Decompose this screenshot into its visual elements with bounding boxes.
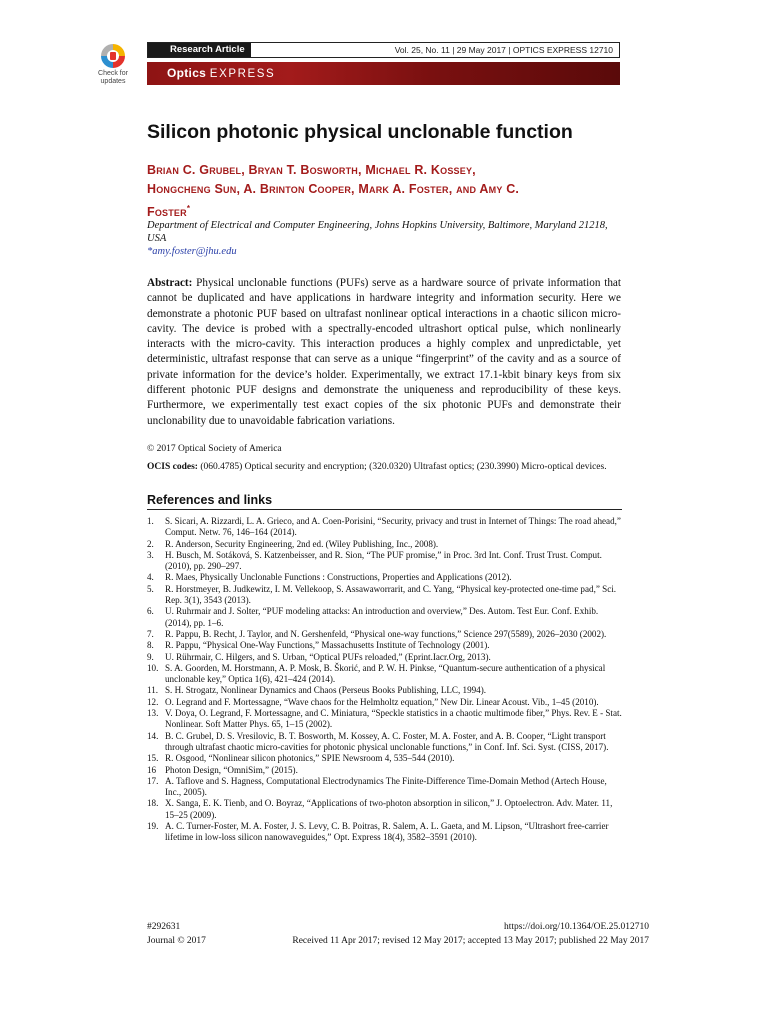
reference-text: V. Doya, O. Legrand, F. Mortessagne, and C. Miniatura, “Speckle statistics in a chaotic multimode fiber,” Phys. Rev. E - Stat. Nonlinear. Soft Matter Phys. 65, 1–15 (2002). <box>165 708 622 730</box>
reference-item <box>147 516 622 539</box>
abstract-text: Physical unclonable functions (PUFs) serve as a hardware source of private information that cannot be duplicated and have applications in hardware integrity and information security. Here we demonstrate a photonic PUF based on ultrafast nonlinear optical interactions in a chaotic silicon micro-cavity. The device is probed with a spectrally-encoded ultrashort optical pulse, which nonlinearly interacts with the micro-cavity. This interaction produces a highly complex and unpredictable, yet deterministic, ultrafast response that can serve as a unique “fingerprint” of the cavity and as a source of private information for the device’s holder. Experimentally, we extract 17.1-kbit binary keys from six different photonic PUF designs and demonstrate the uniqueness and reproducibility of these keys. Furthermore, we experimentally test exact copies of the six photonic PUFs and demonstrate their unclonability due to unavoidable fabrication variations. <box>147 277 622 427</box>
affiliation: Department of Electrical and Computer Engineering, Johns Hopkins University, Baltimore, Maryland 21218, USA <box>147 220 608 244</box>
reference-item <box>147 697 622 708</box>
copyright: © 2017 Optical Society of America <box>147 444 282 454</box>
corresponding-mark: * <box>186 204 191 213</box>
reference-list <box>147 516 622 844</box>
reference-text: X. Sanga, E. K. Tienb, and O. Boyraz, “Applications of two-photon absorption in silicon,” J. Optoelectron. Adv. Mater. 11, 15–25 (2009). <box>165 798 613 820</box>
author-line: Foster* <box>147 204 191 220</box>
divider <box>147 509 622 510</box>
reference-text: S. A. Goorden, M. Horstmann, A. P. Mosk, B. Škorić, and P. W. H. Pinkse, “Quantum-secure authentication of a physical unclonable key,” Optica 1(6), 421–424 (2014). <box>165 662 606 685</box>
reference-item <box>147 776 622 799</box>
reference-item <box>147 765 622 776</box>
reference-text: A. Taflove and S. Hagness, Computational Electrodynamics The Finite-Difference Time-Domain Method (Artech House, Inc., 2005). <box>165 775 607 798</box>
reference-number: 7. <box>147 628 154 639</box>
journal-prefix: Optics <box>167 66 207 80</box>
reference-number: 18. <box>147 798 159 809</box>
reference-item <box>147 821 622 844</box>
reference-text: U. Ruhrmair and J. Solter, “PUF modeling attacks: An introduction and overview,” Des. Autom. Test Eur. Conf. Exhib. (2014), pp. 1–6. <box>165 606 599 628</box>
manuscript-id: #292631 <box>147 922 181 932</box>
reference-number: 13. <box>147 708 159 719</box>
author-line: Brian C. Grubel, Bryan T. Bosworth, Michael R. Kossey, <box>147 163 476 177</box>
reference-item <box>147 584 622 607</box>
reference-text: B. C. Grubel, D. S. Vresilovic, B. T. Bosworth, M. Kossey, A. C. Foster, M. A. Foster, and A. B. Cooper, “Light transport through ultrafast chaotic micro-cavities for photonic physical unclonable functions,” in Conf. Inf. Sci. Syst. (CISS, 2017). <box>165 730 609 752</box>
reference-text: H. Busch, M. Sotáková, S. Katzenbeisser, and R. Sion, “The PUF promise,” in Proc. 3rd Int. Conf. Trust Trust. Comput. (2010), pp. 290–297. <box>165 549 602 572</box>
reference-number: 5. <box>147 583 154 594</box>
reference-item <box>147 539 622 550</box>
reference-text: U. Rührmair, C. Hilgers, and S. Urban, “Optical PUFs reloaded,” (Eprint.Iacr.Org, 2013). <box>165 651 491 662</box>
reference-number: 3. <box>147 549 154 560</box>
reference-item <box>147 685 622 696</box>
reference-number: 19. <box>147 821 159 832</box>
reference-number: 14. <box>147 730 159 741</box>
reference-item <box>147 652 622 663</box>
author-line: Hongcheng Sun, A. Brinton Cooper, Mark A. Foster, and Amy C. <box>147 182 520 196</box>
reference-text: S. Sicari, A. Rizzardi, L. A. Grieco, and A. Coen-Porisini, “Security, privacy and trust in Internet of Things: The road ahead,” Comput. Netw. 76, 146–164 (2014). <box>165 516 621 538</box>
reference-number: 1. <box>147 516 154 526</box>
ocis-text: (060.4785) Optical security and encryption; (320.0320) Ultrafast optics; (230.3990) Micro-optical devices. <box>200 462 607 472</box>
reference-number: 8. <box>147 640 154 651</box>
reference-text: R. Maes, Physically Unclonable Functions : Constructions, Properties and Applications (2012). <box>165 572 512 583</box>
reference-text: R. Osgood, “Nonlinear silicon photonics,” SPIE Newsroom 4, 535–544 (2010). <box>165 753 455 764</box>
reference-number: 17. <box>147 775 159 786</box>
paper-title: Silicon photonic physical unclonable function <box>147 121 573 143</box>
reference-number: 12. <box>147 696 159 707</box>
publication-history: Received 11 Apr 2017; revised 12 May 2017; accepted 13 May 2017; published 22 May 2017 <box>292 936 649 946</box>
badge-text: Check for updates <box>98 70 128 85</box>
reference-text: S. H. Strogatz, Nonlinear Dynamics and Chaos (Perseus Books Publishing, LLC, 1994). <box>165 685 487 696</box>
reference-number: 16 <box>147 764 157 775</box>
journal-copyright: Journal © 2017 <box>147 936 206 946</box>
reference-item <box>147 572 622 583</box>
abstract <box>147 276 621 429</box>
email-link[interactable]: *amy.foster@jhu.edu <box>147 246 237 257</box>
reference-item <box>147 753 622 764</box>
reference-item <box>147 708 622 731</box>
ocis-codes <box>147 461 621 473</box>
reference-item <box>147 550 622 573</box>
reference-number: 6. <box>147 606 154 617</box>
reference-item <box>147 606 622 629</box>
reference-number: 2. <box>147 538 154 549</box>
reference-item <box>147 663 622 686</box>
reference-number: 11. <box>147 685 159 696</box>
abstract-label: Abstract: <box>147 277 193 289</box>
reference-number: 15. <box>147 753 159 764</box>
article-type: Research Article <box>148 43 251 57</box>
crossmark-icon <box>101 44 125 68</box>
journal-header <box>147 42 620 58</box>
reference-number: 4. <box>147 572 154 583</box>
reference-item <box>147 731 622 754</box>
doi-link[interactable]: https://doi.org/10.1364/OE.25.012710 <box>504 922 649 932</box>
volume-info: Vol. 25, No. 11 | 29 May 2017 | OPTICS EXPRESS 12710 <box>394 45 613 55</box>
reference-text: O. Legrand and F. Mortessagne, “Wave chaos for the Helmholtz equation,” New Dir. Linear Acoust. Vib., 1–45 (2010). <box>165 696 599 707</box>
journal-banner <box>147 62 620 85</box>
check-for-updates-badge[interactable] <box>92 44 134 92</box>
reference-text: R. Pappu, “Physical One-Way Functions,” Massachusetts Institute of Technology (2001). <box>165 640 490 651</box>
page-footer <box>147 920 649 948</box>
references-heading: References and links <box>147 493 273 507</box>
reference-text: R. Pappu, B. Recht, J. Taylor, and N. Gershenfeld, “Physical one-way functions,” Science 297(5589), 2026–2030 (2002). <box>165 628 607 639</box>
reference-number: 9. <box>147 651 154 662</box>
reference-text: R. Horstmeyer, B. Judkewitz, I. M. Vellekoop, S. Assawaworrarit, and C. Yang, “Physical key-protected one-time pad,” Sci. Rep. 3(1), 3543 (2013). <box>165 583 617 606</box>
journal-suffix: EXPRESS <box>209 68 276 80</box>
reference-item <box>147 629 622 640</box>
reference-text: Photon Design, “OmniSim,” (2015). <box>165 764 298 775</box>
reference-number: 10. <box>147 662 159 673</box>
reference-text: A. C. Turner-Foster, M. A. Foster, J. S. Levy, C. B. Poitras, R. Salem, A. L. Gaeta, and M. Lipson, “Ultrashort free-carrier lifetime in low-loss silicon nanowaveguides,” Opt. Express 18(4), 3582–3591 (2010). <box>165 821 609 843</box>
author-list <box>147 161 627 222</box>
ocis-label: OCIS codes: <box>147 462 198 472</box>
reference-item <box>147 640 622 651</box>
reference-item <box>147 798 622 821</box>
reference-text: R. Anderson, Security Engineering, 2nd ed. (Wiley Publishing, Inc., 2008). <box>165 538 439 549</box>
journal-name <box>167 66 275 80</box>
